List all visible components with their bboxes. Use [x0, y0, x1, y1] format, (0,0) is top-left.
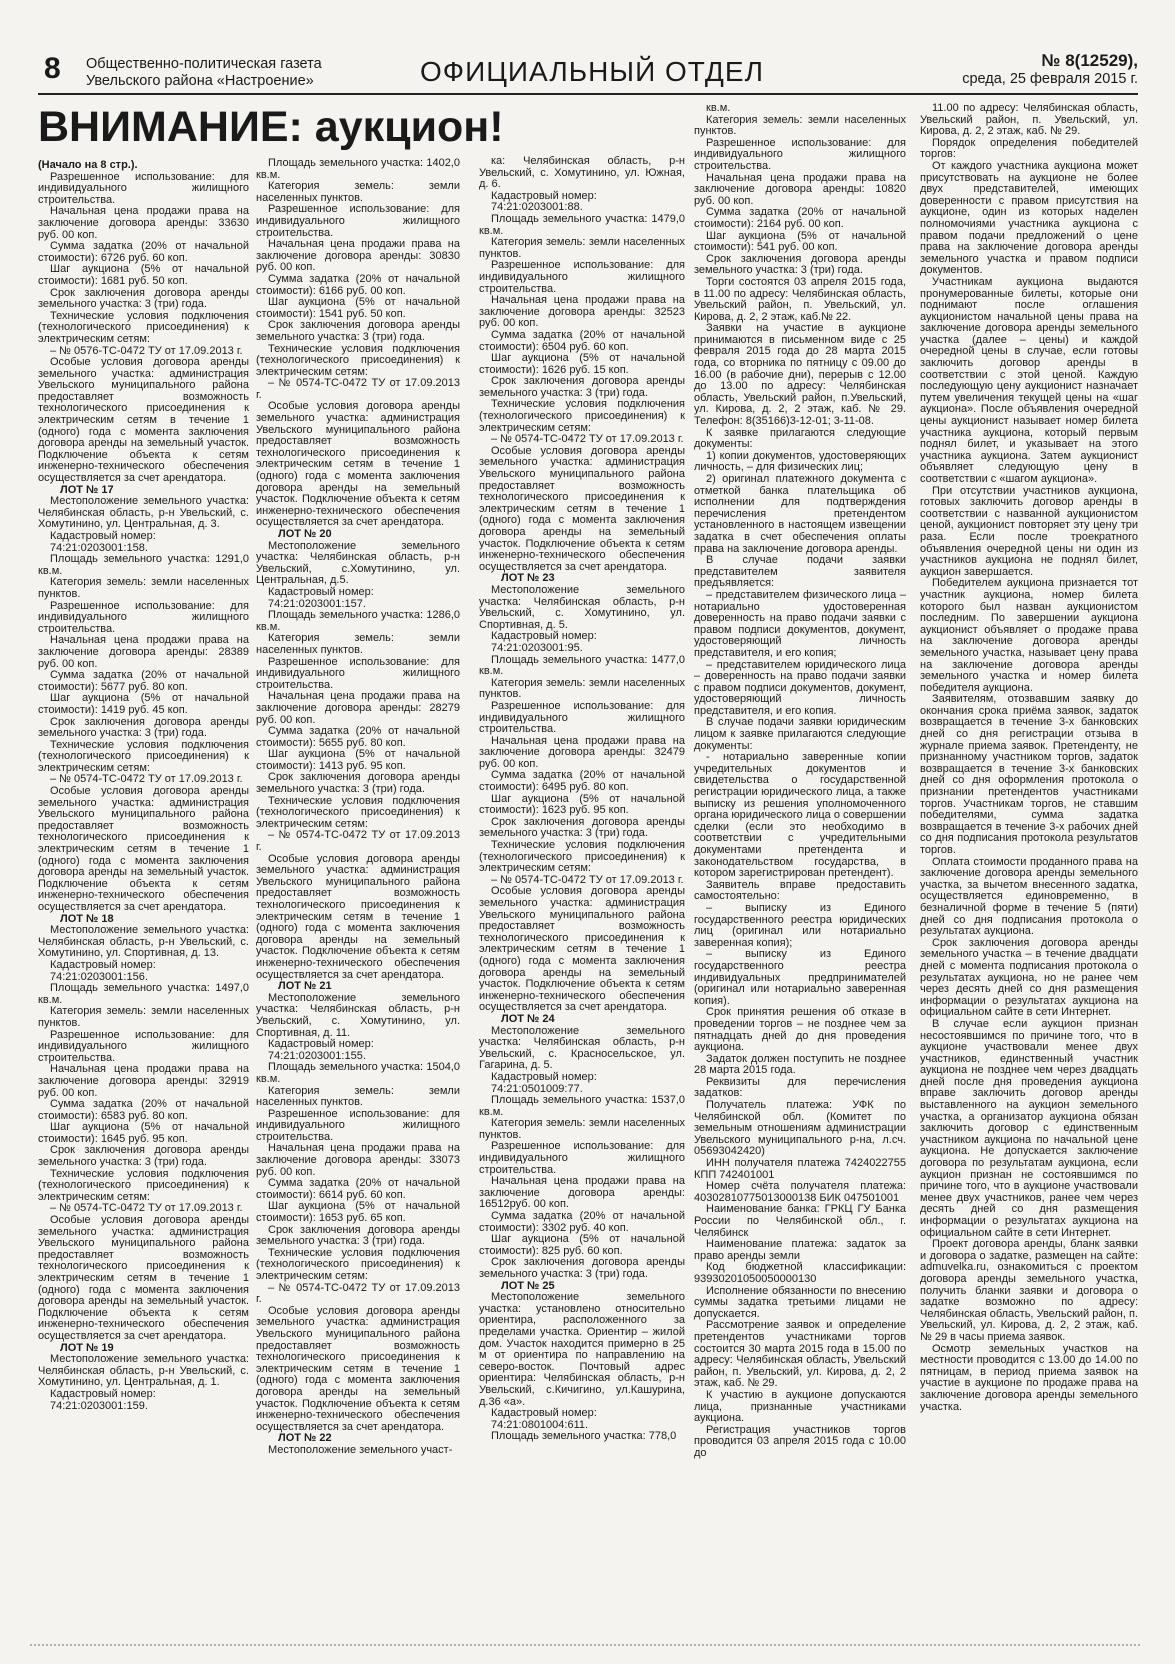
paragraph: Срок заключения договора аренды земельного участка: 3 (три) года.: [38, 286, 249, 311]
paragraph: Срок заключения договора аренды земельного участка: 3 (три) года.: [479, 815, 685, 840]
paragraph: Категория земель: земли населенных пунктов.: [479, 236, 685, 260]
paragraph: Начальная цена продажи права на заключение договора аренды: 10820 руб. 00 коп.: [694, 171, 906, 207]
paragraph: Оплата стоимости проданного права на заключение договора аренды земельного участка, за вычетом внесенного задатка, осуществляется единовременно, в безналичной форме в течение 5 (пяти) дней со дня подписания протокола о результатах аукциона.: [920, 855, 1138, 938]
paragraph: Технические условия подключения (технологического присоединения) к электрическим сетям:: [38, 1167, 249, 1203]
paragraph: Особые условия договора аренды земельного участка: администрация Увельского муниципального района предоставляет возможность технологического присоединения к электрическим сетям в течение 1 (одного) года с момента заключения договора аренды на земельный участок. Подключение объекта к сетям инженерно-технического обеспечения осуществляется за счет арендатора.: [256, 852, 460, 981]
paragraph: Разрешенное использование: для индивидуального жилищного строительства.: [256, 203, 460, 239]
paragraph: К участию в аукционе допускаются лица, признанные участниками аукциона.: [694, 1388, 906, 1425]
paragraph: Местоположение земельного участка: Челябинская область, р-н Увельский, с. Хомутинино, ул. Спортивная, д. 13.: [38, 924, 249, 960]
paragraph: Начальная цена продажи права на заключение договора аренды: 33630 руб. 00 коп.: [38, 205, 249, 241]
paragraph: Технические условия подключения (технологического присоединения) к электрическим сетям:: [38, 738, 249, 774]
paragraph: Наименование платежа: задаток за право аренды земли: [694, 1238, 906, 1262]
paragraph: Площадь земельного участка: 1291,0 кв.м.: [38, 553, 249, 577]
issue-info: [962, 52, 1138, 88]
paragraph: Сумма задатка (20% от начальной стоимости): 3302 руб. 40 коп.: [479, 1210, 685, 1234]
paragraph: Категория земель: земли населенных пунктов.: [479, 1117, 685, 1141]
paragraph: Сумма задатка (20% от начальной стоимости): 6726 руб. 60 коп.: [38, 240, 249, 264]
paragraph: Шаг аукциона (5% от начальной стоимости): 1623 руб. 95 коп.: [479, 792, 685, 817]
paragraph: Кадастровый номер:: [491, 189, 597, 202]
paragraph: 74:21:0501009:77.: [491, 1082, 583, 1095]
newspaper-name-line-2: Увельского района «Настроение»: [86, 73, 314, 89]
paragraph: Категория земель: земли населенных пунктов.: [694, 113, 906, 138]
paragraph: Особые условия договора аренды земельного участка: администрация Увельского муниципального района предоставляет возможность технологического присоединения к электрическим сетям в течение 1 (одного) года с момента заключения договора аренды на земельный участок. Подключение объекта к сетям инженерно-технического обеспечения осуществляется за счет арендатора.: [479, 885, 685, 1014]
paragraph: Начальная цена продажи права на заключение договора аренды: 32479 руб. 00 коп.: [479, 734, 685, 770]
paragraph: Технические условия подключения (технологического присоединения) к электрическим сетям:: [256, 1246, 460, 1282]
paragraph: ИНН получателя платежа 7424022755 КПП 742401001: [694, 1157, 906, 1181]
paragraph: Кадастровый номер:: [491, 1407, 597, 1420]
paragraph: Шаг аукциона (5% от начальной стоимости): 1645 руб. 95 коп.: [38, 1121, 249, 1145]
paragraph: – № 0574-ТС-0472 ТУ от 17.09.2013 г.: [50, 773, 243, 786]
header-rule: [38, 93, 1138, 95]
paragraph: Шаг аукциона (5% от начальной стоимости): 1419 руб. 45 коп.: [38, 692, 249, 716]
paragraph: Начальная цена продажи права на заключение договора аренды: 32523 руб. 00 коп.: [479, 294, 685, 330]
paragraph: Срок заключения договора аренды земельного участка: 3 (три) года.: [256, 771, 460, 796]
paragraph: Площадь земельного участка: 1537,0 кв.м.: [479, 1094, 685, 1118]
paragraph: Особые условия договора аренды земельного участка: администрация Увельского муниципального района предоставляет возможность технологического присоединения к электрическим сетям в течение 1 (одного) года с момента заключения договора аренды на земельный участок. Подключение объекта к сетям инженерно-технического обеспечения осуществляется за счет арендатора.: [479, 444, 685, 573]
lot-heading: ЛОТ № 22: [278, 1432, 332, 1445]
lot-heading: ЛОТ № 20: [278, 528, 332, 540]
paragraph: Местоположение земельного участка: установлено относительно ориентира, расположенного за пределами участка. Ориентир – жилой дом. Участок находится примерно в 25 м от ориентира по направлению на северо-восток. Почтовый адрес ориентира: Челябинская область, р-н Увельский, с.Кичигино, ул.Кашурина, д.36 «а».: [479, 1291, 685, 1408]
paragraph: Кадастровый номер:: [50, 958, 156, 971]
paragraph: Шаг аукциона (5% от начальной стоимости): 1413 руб. 95 коп.: [256, 748, 460, 772]
lot-heading: ЛОТ № 17: [60, 483, 114, 496]
paragraph: Шаг аукциона (5% от начальной стоимости): 1653 руб. 65 коп.: [256, 1200, 460, 1225]
paragraph: Заявителям, отозвавшим заявку до окончания срока приёма заявок, задаток возвращается в течение 3-х банковских дней со дня регистрации отзыва в журнале приема заявок. Претенденту, не признанному участником торгов, задаток возвращается в течение 3-х банковских дней со дня оформления протокола о признании претендентов участниками торгов. Участникам торгов, не ставшим победителями, сумма задатка возвращается в течение 3-х рабочих дней со дня подписания протокола результатов торгов.: [920, 693, 1138, 856]
paragraph: 74:21:0203001:95.: [491, 641, 583, 654]
paragraph: Начальная цена продажи права на заключение договора аренды: 28389 руб. 00 коп.: [38, 634, 249, 670]
headline-banner: ВНИМАНИЕ: аукцион!: [38, 103, 504, 151]
paragraph: 74:21:0203001:88.: [491, 201, 583, 214]
paragraph: 74:21:0203001:159.: [50, 1399, 148, 1412]
paragraph: Шаг аукциона (5% от начальной стоимости): 1626 руб. 15 коп.: [479, 352, 685, 376]
paragraph: Разрешенное использование: для индивидуального жилищного строительства.: [479, 259, 685, 295]
paragraph: – № 0574-ТС-0472 ТУ от 17.09.2013 г.: [256, 829, 460, 854]
paragraph: Категория земель: земли населенных пунктов.: [38, 1005, 249, 1029]
paragraph: Получатель платежа: УФК по Челябинской обл. (Комитет по земельным отношениям администрации Увельского муниципального р-на, л.сч. 05693042420): [694, 1099, 906, 1158]
paragraph: Заявитель вправе предоставить самостоятельно:: [694, 878, 906, 903]
paragraph: Разрешенное использование: для индивидуального жилищного строительства.: [256, 1107, 460, 1143]
paragraph: Местоположение земельного участка: Челябинская область, р-н Увельский, с. Хомутинино, ул. Спортивная, д. 11.: [256, 991, 460, 1039]
paragraph: 74:21:0203001:156.: [50, 970, 148, 983]
paragraph: Разрешенное использование: для индивидуального жилищного строительства.: [38, 1028, 249, 1064]
paragraph: – № 0574-ТС-0472 ТУ от 17.09.2013 г.: [256, 377, 460, 401]
paragraph: Технические условия подключения (технологического присоединения) к электрическим сетям:: [256, 342, 460, 378]
paragraph: Категория земель: земли населенных пунктов.: [256, 1084, 460, 1109]
paragraph: Категория земель: земли населенных пунктов.: [256, 180, 460, 204]
issue-date: среда, 25 февраля 2015 г.: [962, 71, 1138, 87]
paragraph: Разрешенное использование: для индивидуального жилищного строительства.: [479, 1140, 685, 1176]
paragraph: При отсутствии участников аукциона, готовых заключить договор аренды в соответствии с названной аукционистом ценой, аукционист повторяет эту цену три раза. Если после троекратного объявления очередной цены ни один из участников аукциона не поднял билет, аукцион завершается.: [920, 484, 1138, 578]
paragraph: Технические условия подключения (технологического присоединения) к электрическим сетям:: [479, 398, 685, 434]
paragraph: Шаг аукциона (5% от начальной стоимости): 825 руб. 60 коп.: [479, 1233, 685, 1257]
paragraph: Заявки на участие в аукционе принимаются в письменном виде с 25 февраля 2015 года до 28 марта 2015 года, со вторника по пятницу с 09.00 до 16.00 (в рабочие дни), перерыв с 12.00 до 13.00 по адресу: Челябинская область, Увельский район, п.Увельский, ул. Кирова, д. 2, 2 этаж, каб. № 29. Телефон: 8(35166)3-12-01; 3-11-08.: [694, 322, 906, 428]
text-column-3: [479, 156, 685, 1600]
paragraph: Кадастровый номер:: [50, 1387, 156, 1400]
paragraph: В случае подачи заявки юридическим лицом к заявке прилагаются следующие документы:: [694, 716, 906, 752]
paragraph: Срок принятия решения об отказе в проведении торгов – не позднее чем за пятнадцать дней до дня проведения аукциона.: [694, 1006, 906, 1054]
paragraph: Срок заключения договора аренды земельного участка: 3 (три) года.: [38, 715, 249, 740]
paragraph: 74:21:0203001:158.: [50, 541, 148, 554]
paragraph: Кадастровый номер:: [268, 1038, 374, 1051]
paragraph: Срок заключения договора аренды земельного участка: 3 (три) года.: [694, 252, 906, 277]
paragraph: Шаг аукциона (5% от начальной стоимости): 1541 руб. 50 коп.: [256, 296, 460, 320]
paragraph: Исполнение обязанности по внесению суммы задатка третьими лицами не допускается.: [694, 1284, 906, 1320]
continuation-note: (Начало на 8 стр.).: [38, 160, 138, 171]
paragraph: Особые условия договора аренды земельного участка: администрация Увельского муниципального района предоставляет возможность технологического присоединения к электрическим сетям в течение 1 (одного) года с момента заключения договора аренды на земельный участок. Подключение объекта к сетям инженерно-технического обеспечения осуществляется за счет арендатора.: [38, 356, 249, 485]
paragraph: Порядок определения победителей торгов:: [920, 136, 1138, 161]
paragraph: Категория земель: земли населенных пунктов.: [479, 676, 685, 701]
paragraph: Кадастровый номер:: [491, 1070, 597, 1083]
paragraph: Начальная цена продажи права на заключение договора аренды: 33073 руб. 00 коп.: [256, 1142, 460, 1178]
paragraph: Категория земель: земли населенных пунктов.: [256, 632, 460, 656]
paragraph: Срок заключения договора аренды земельного участка – в течение двадцати дней с момента подписания протокола о результатах аукциона, но не ранее чем через десять дней со дня размещения информации о результатах аукциона на официальном сайте в сети Интернет.: [920, 936, 1138, 1019]
newspaper-name: [86, 56, 326, 90]
paragraph: Технические условия подключения (технологического присоединения) к электрическим сетям:: [256, 794, 460, 830]
paragraph: Сумма задатка (20% от начальной стоимости): 6583 руб. 80 коп.: [38, 1098, 249, 1122]
text-column-5: [920, 103, 1138, 1600]
paragraph: Разрешенное использование: для индивидуального жилищного строительства.: [479, 699, 685, 736]
paragraph: Площадь земельного участка: 1286,0 кв.м.: [256, 609, 460, 633]
paragraph: Шаг аукциона (5% от начальной стоимости): 541 руб. 00 коп.: [694, 229, 906, 254]
paragraph: кв.м.: [706, 103, 731, 114]
paragraph: Шаг аукциона (5% от начальной стоимости): 1681 руб. 50 коп.: [38, 263, 249, 287]
paragraph: 74:21:0203001:157.: [268, 597, 366, 610]
paragraph: Рассмотрение заявок и определение претендентов участниками торгов состоится 30 марта 2015 года в 15.00 по адресу: Челябинская область, Увельский район, п. Увельский, ул. Кирова, д. 2, 2 этаж, каб. № 29.: [694, 1319, 906, 1390]
paragraph: Местоположение земельного участка: Челябинская область, р-н Увельский, с.Хомутинино, ул. Центральная, д.5.: [256, 539, 460, 587]
paragraph: Код бюджетной классификации: 93930201050050000130: [694, 1261, 906, 1285]
paragraph: Кадастровый номер:: [268, 585, 374, 598]
paragraph: Задаток должен поступить не позднее 28 марта 2015 года.: [694, 1052, 906, 1077]
paragraph: – представителем юридического лица – доверенность на право подачи заявки с правом подписи документов, документ, удостоверяющий личность представителя, и его копия.: [694, 658, 906, 717]
paragraph: Особые условия договора аренды земельного участка: администрация Увельского муниципального района предоставляет возможность технологического присоединения к электрическим сетям в течение 1 (одного) года с момента заключения договора аренды на земельный участок. Подключение объекта к сетям инженерно-технического обеспечения осуществляется за счет арендатора.: [256, 400, 460, 529]
paragraph: Разрешенное использование: для индивидуального жилищного строительства.: [38, 170, 249, 206]
paragraph: Особые условия договора аренды земельного участка: администрация Увельского муниципального района предоставляет возможность технологического присоединения к электрическим сетям в течение 1 (одного) года с момента заключения договора аренды на земельный участок. Подключение объекта к сетям инженерно-технического обеспечения осуществляется за счет арендатора.: [256, 1304, 460, 1433]
paragraph: Кадастровый номер:: [491, 630, 597, 643]
paragraph: В случае подачи заявки представителем заявителя предъявляется:: [694, 554, 906, 590]
paragraph: Срок заключения договора аренды земельного участка: 3 (три) года.: [38, 1144, 249, 1169]
paragraph: ка: Челябинская область, р-н Увельский, с. Хомутинино, ул. Южная, д. 6.: [479, 156, 685, 191]
lot-heading: ЛОТ № 18: [60, 912, 114, 925]
paragraph: Площадь земельного участка: 778,0: [491, 1430, 677, 1443]
text-column-1: [38, 160, 249, 1600]
issue-number: № 8(12529),: [1041, 51, 1138, 70]
paragraph: – № 0576-ТС-0472 ТУ от 17.09.2013 г.: [50, 344, 243, 357]
paragraph: Разрешенное использование: для индивидуального жилищного строительства.: [694, 136, 906, 172]
paragraph: Сумма задатка (20% от начальной стоимости): 6614 руб. 60 коп.: [256, 1177, 460, 1201]
paragraph: – выписку из Единого государственного реестра юридических лиц (оригинал или нотариально заверенная копия);: [694, 901, 906, 949]
paragraph: Срок заключения договора аренды земельного участка: 3 (три) года.: [479, 1256, 685, 1280]
paragraph: Технические условия подключения (технологического присоединения) к электрическим сетям:: [479, 839, 685, 875]
paragraph: Сумма задатка (20% от начальной стоимости): 6504 руб. 60 коп.: [479, 328, 685, 353]
paragraph: Победителем аукциона признается тот участник аукциона, номер билета которого был назван аукционистом последним. По завершении аукциона аукционист объявляет о продаже права на заключение договора аренды земельного участка, называет цену права на заключение договора аренды земельного участка и номер билета победителя аукциона.: [920, 577, 1138, 694]
paragraph: Осмотр земельных участков на местности проводится с 13.00 до 14.00 по пятницам, в период приема заявок на участие в аукционе по продаже права на заключение договора аренды земельного участка.: [920, 1342, 1138, 1413]
paragraph: Проект договора аренды, бланк заявки и договора о задатке, размещен на сайте: admuvelka.ru, ознакомиться с проектом договора аренды земельного участка, получить бланки заявки и договора о задатке возможно по адресу: Челябинская область, Увельский район, п. Увельский, ул. Кирова, д. 2, 2 этаж, каб. № 29 в часы приема заявок.: [920, 1238, 1138, 1343]
paragraph: Местоположение земельного участка: Челябинская область, р-н Увельский, с. Хомутинино, ул. Центральная, д. 3.: [38, 495, 249, 531]
lot-heading: ЛОТ № 19: [60, 1341, 114, 1354]
paragraph: – № 0574-ТС-0472 ТУ от 17.09.2013 г.: [491, 433, 684, 446]
paragraph: Местоположение земельного участка: Челябинская область, р-н Увельский, с. Красносельское, ул. Гагарина, д. 5.: [479, 1024, 685, 1072]
paragraph: В случае если аукцион признан несостоявшимся по причине того, что в аукционе участвовали менее двух участников, единственный участник аукциона не позднее чем через двадцать дней после дня проведения аукциона вправе заключить договор аренды выставленного на аукцион земельного участка, а организатор аукциона обязан заключить договор с единственным участником аукциона по начальной цене аукциона. Не допускается заключение договора по результатам аукциона, если аукцион признан не состоявшимся по причине того, что в аукционе участвовали менее двух участников, ранее чем через десять дней со дня размещения информации о результатах аукциона на официальном сайте в сети Интернет.: [920, 1017, 1138, 1239]
paragraph: – № 0574-ТС-0472 ТУ от 17.09.2013 г.: [50, 1202, 243, 1215]
paragraph: Наименование банка: ГРКЦ ГУ Банка России по Челябинской обл., г. Челябинск: [694, 1203, 906, 1239]
paragraph: Технические условия подключения (технологического присоединения) к электрическим сетям:: [38, 309, 249, 345]
paragraph: – представителем физического лица – нотариально удостоверенная доверенность на право подачи заявки с правом подписи документов, документ, удостоверяющий личность представителя, и его копия;: [694, 588, 906, 659]
paragraph: Срок заключения договора аренды земельного участка: 3 (три) года.: [256, 1223, 460, 1248]
paragraph: Сумма задатка (20% от начальной стоимости): 5677 руб. 80 коп.: [38, 669, 249, 693]
page-header: [38, 50, 1138, 90]
paragraph: Особые условия договора аренды земельного участка: администрация Увельского муниципального района предоставляет возможность технологического присоединения к электрическим сетям в течение 1 (одного) года с момента заключения договора аренды на земельный участок. Подключение объекта к сетям инженерно-технического обеспечения осуществляется за счет арендатора.: [38, 1214, 249, 1342]
paragraph: Особые условия договора аренды земельного участка: администрация Увельского муниципального района предоставляет возможность технологического присоединения к электрическим сетям в течение 1 (одного) года с момента заключения договора аренды на земельный участок. Подключение объекта к сетям инженерно-технического обеспечения осуществляется за счет арендатора.: [38, 785, 249, 913]
paragraph: Сумма задатка (20% от начальной стоимости): 6166 руб. 00 коп.: [256, 272, 460, 297]
lot-heading: ЛОТ № 23: [501, 572, 555, 585]
paragraph: Местоположение земельного участ-: [268, 1443, 453, 1456]
paragraph: Площадь земельного участка: 1497,0 кв.м.: [38, 982, 249, 1006]
paragraph: Срок заключения договора аренды земельного участка: 3 (три) года.: [256, 319, 460, 343]
paragraph: Категория земель: земли населенных пунктов.: [38, 576, 249, 600]
paragraph: 1) копии документов, удостоверяющих личность, – для физических лиц;: [694, 449, 906, 474]
text-column-2: [256, 158, 460, 1600]
paragraph: К заявке прилагаются следующие документы:: [694, 426, 906, 451]
paragraph: 74:21:0203001:155.: [268, 1049, 366, 1062]
paragraph: Реквизиты для перечисления задатков:: [694, 1075, 906, 1100]
newspaper-name-line-1: Общественно-политическая газета: [86, 56, 322, 72]
paragraph: Площадь земельного участка: 1479,0 кв.м.: [479, 212, 685, 237]
paragraph: Начальная цена продажи права на заключение договора аренды: 30830 руб. 00 коп.: [256, 238, 460, 274]
paragraph: 74:21:0801004:611.: [491, 1418, 589, 1431]
lot-heading: ЛОТ № 21: [278, 980, 332, 993]
paragraph: Начальная цена продажи права на заключение договора аренды: 28279 руб. 00 коп.: [256, 690, 460, 726]
paragraph: Разрешенное использование: для индивидуального жилищного строительства.: [38, 599, 249, 635]
paragraph: Номер счёта получателя платежа: 40302810775013000138 БИК 047501001: [694, 1180, 906, 1204]
paragraph: Разрешенное использование: для индивидуального жилищного строительства.: [256, 655, 460, 691]
page-number: 8: [44, 52, 61, 85]
lot-heading: ЛОТ № 24: [501, 1012, 555, 1025]
paragraph: – № 0574-ТС-0472 ТУ от 17.09.2013 г.: [256, 1281, 460, 1306]
section-title: ОФИЦИАЛЬНЫЙ ОТДЕЛ: [420, 56, 764, 87]
paragraph: - нотариально заверенные копии учредительных документов и свидетельства о государственной регистрации юридического лица, а также выписку из решения уполномоченного органа юридического лица о совершении сделки (если это необходимо в соответствии с учредительными документами претендента и законодательством государства, в котором зарегистрирован претендент).: [694, 751, 906, 880]
paragraph: Местоположение земельного участка: Челябинская область, р-н Увельский, с. Хомутинино, ул. Спортивная, д. 5.: [479, 583, 685, 631]
paragraph: Площадь земельного участка: 1402,0 кв.м.: [256, 158, 460, 181]
text-column-4: [694, 103, 906, 1600]
paragraph: – № 0574-ТС-0472 ТУ от 17.09.2013 г.: [491, 873, 684, 886]
paragraph: Участникам аукциона выдаются пронумерованные билеты, которые они поднимают после оглашения аукционистом начальной цены права на заключение договора аренды земельного участка (далее – цены) и каждой очередной цены в случае, если готовы заключить договор аренды в соответствии с этой ценой. Каждую последующую цену аукционист назначает путем увеличения текущей цены на «шаг аукциона». После объявления очередной цены аукционист называет номер билета участника аукциона, который первым поднял билет, и указывает на этого участника аукциона. Затем аукционист объявляет следующую цену в соответствии с «шагом аукциона».: [920, 275, 1138, 485]
paragraph: От каждого участника аукциона может присутствовать на аукционе не более двух представителей, имеющих доверенности с правом присутствия на аукционе, один из которых наделен полномочиями участника аукциона с правом подачи предложений о цене права на заключение договора аренды земельного участка и правом подписи документов.: [920, 159, 1138, 277]
paragraph: Площадь земельного участка: 1477,0 кв.м.: [479, 653, 685, 678]
footer-dotted-line: [30, 1644, 1140, 1646]
paragraph: Сумма задатка (20% от начальной стоимости): 2164 руб. 00 коп.: [694, 206, 906, 230]
paragraph: – выписку из Единого государственного реестра индивидуальных предпринимателей (оригинал или нотариально заверенная копия).: [694, 948, 906, 1007]
paragraph: Начальная цена продажи права на заключение договора аренды: 32919 руб. 00 коп.: [38, 1063, 249, 1099]
paragraph: 2) оригинал платежного документа с отметкой банка плательщика об исполнении для подтверждения перечисления претендентом установленного в настоящем извещении задатка в счет обеспечения оплаты права на заключение договора аренды.: [694, 473, 906, 555]
paragraph: Кадастровый номер:: [50, 530, 156, 542]
paragraph: 11.00 по адресу: Челябинская область, Увельский район, п. Увельский, ул. Кирова, д. 2, 2 этаж, каб. № 29.: [920, 103, 1138, 138]
paragraph: Начальная цена продажи права на заключение договора аренды: 16512руб. 00 коп.: [479, 1175, 685, 1211]
paragraph: Торги состоятся 03 апреля 2015 года, в 11.00 по адресу: Челябинская область, Увельский район, п. Увельский, ул. Кирова, д. 2, 2 этаж, каб.№ 22.: [694, 275, 906, 323]
paragraph: Площадь земельного участка: 1504,0 кв.м.: [256, 1061, 460, 1085]
paragraph: Регистрация участников торгов проводится 03 апреля 2015 года с 10.00 до: [694, 1423, 906, 1459]
paragraph: Сумма задатка (20% от начальной стоимости): 5655 руб. 80 коп.: [256, 725, 460, 749]
paragraph: Срок заключения договора аренды земельного участка: 3 (три) года.: [479, 375, 685, 399]
paragraph: Сумма задатка (20% от начальной стоимости): 6495 руб. 80 коп.: [479, 769, 685, 794]
lot-heading: ЛОТ № 25: [501, 1279, 555, 1292]
paragraph: Местоположение земельного участка: Челябинская область, р-н Увельский, с. Хомутинино, ул. Центральная, д. 1.: [38, 1353, 249, 1389]
